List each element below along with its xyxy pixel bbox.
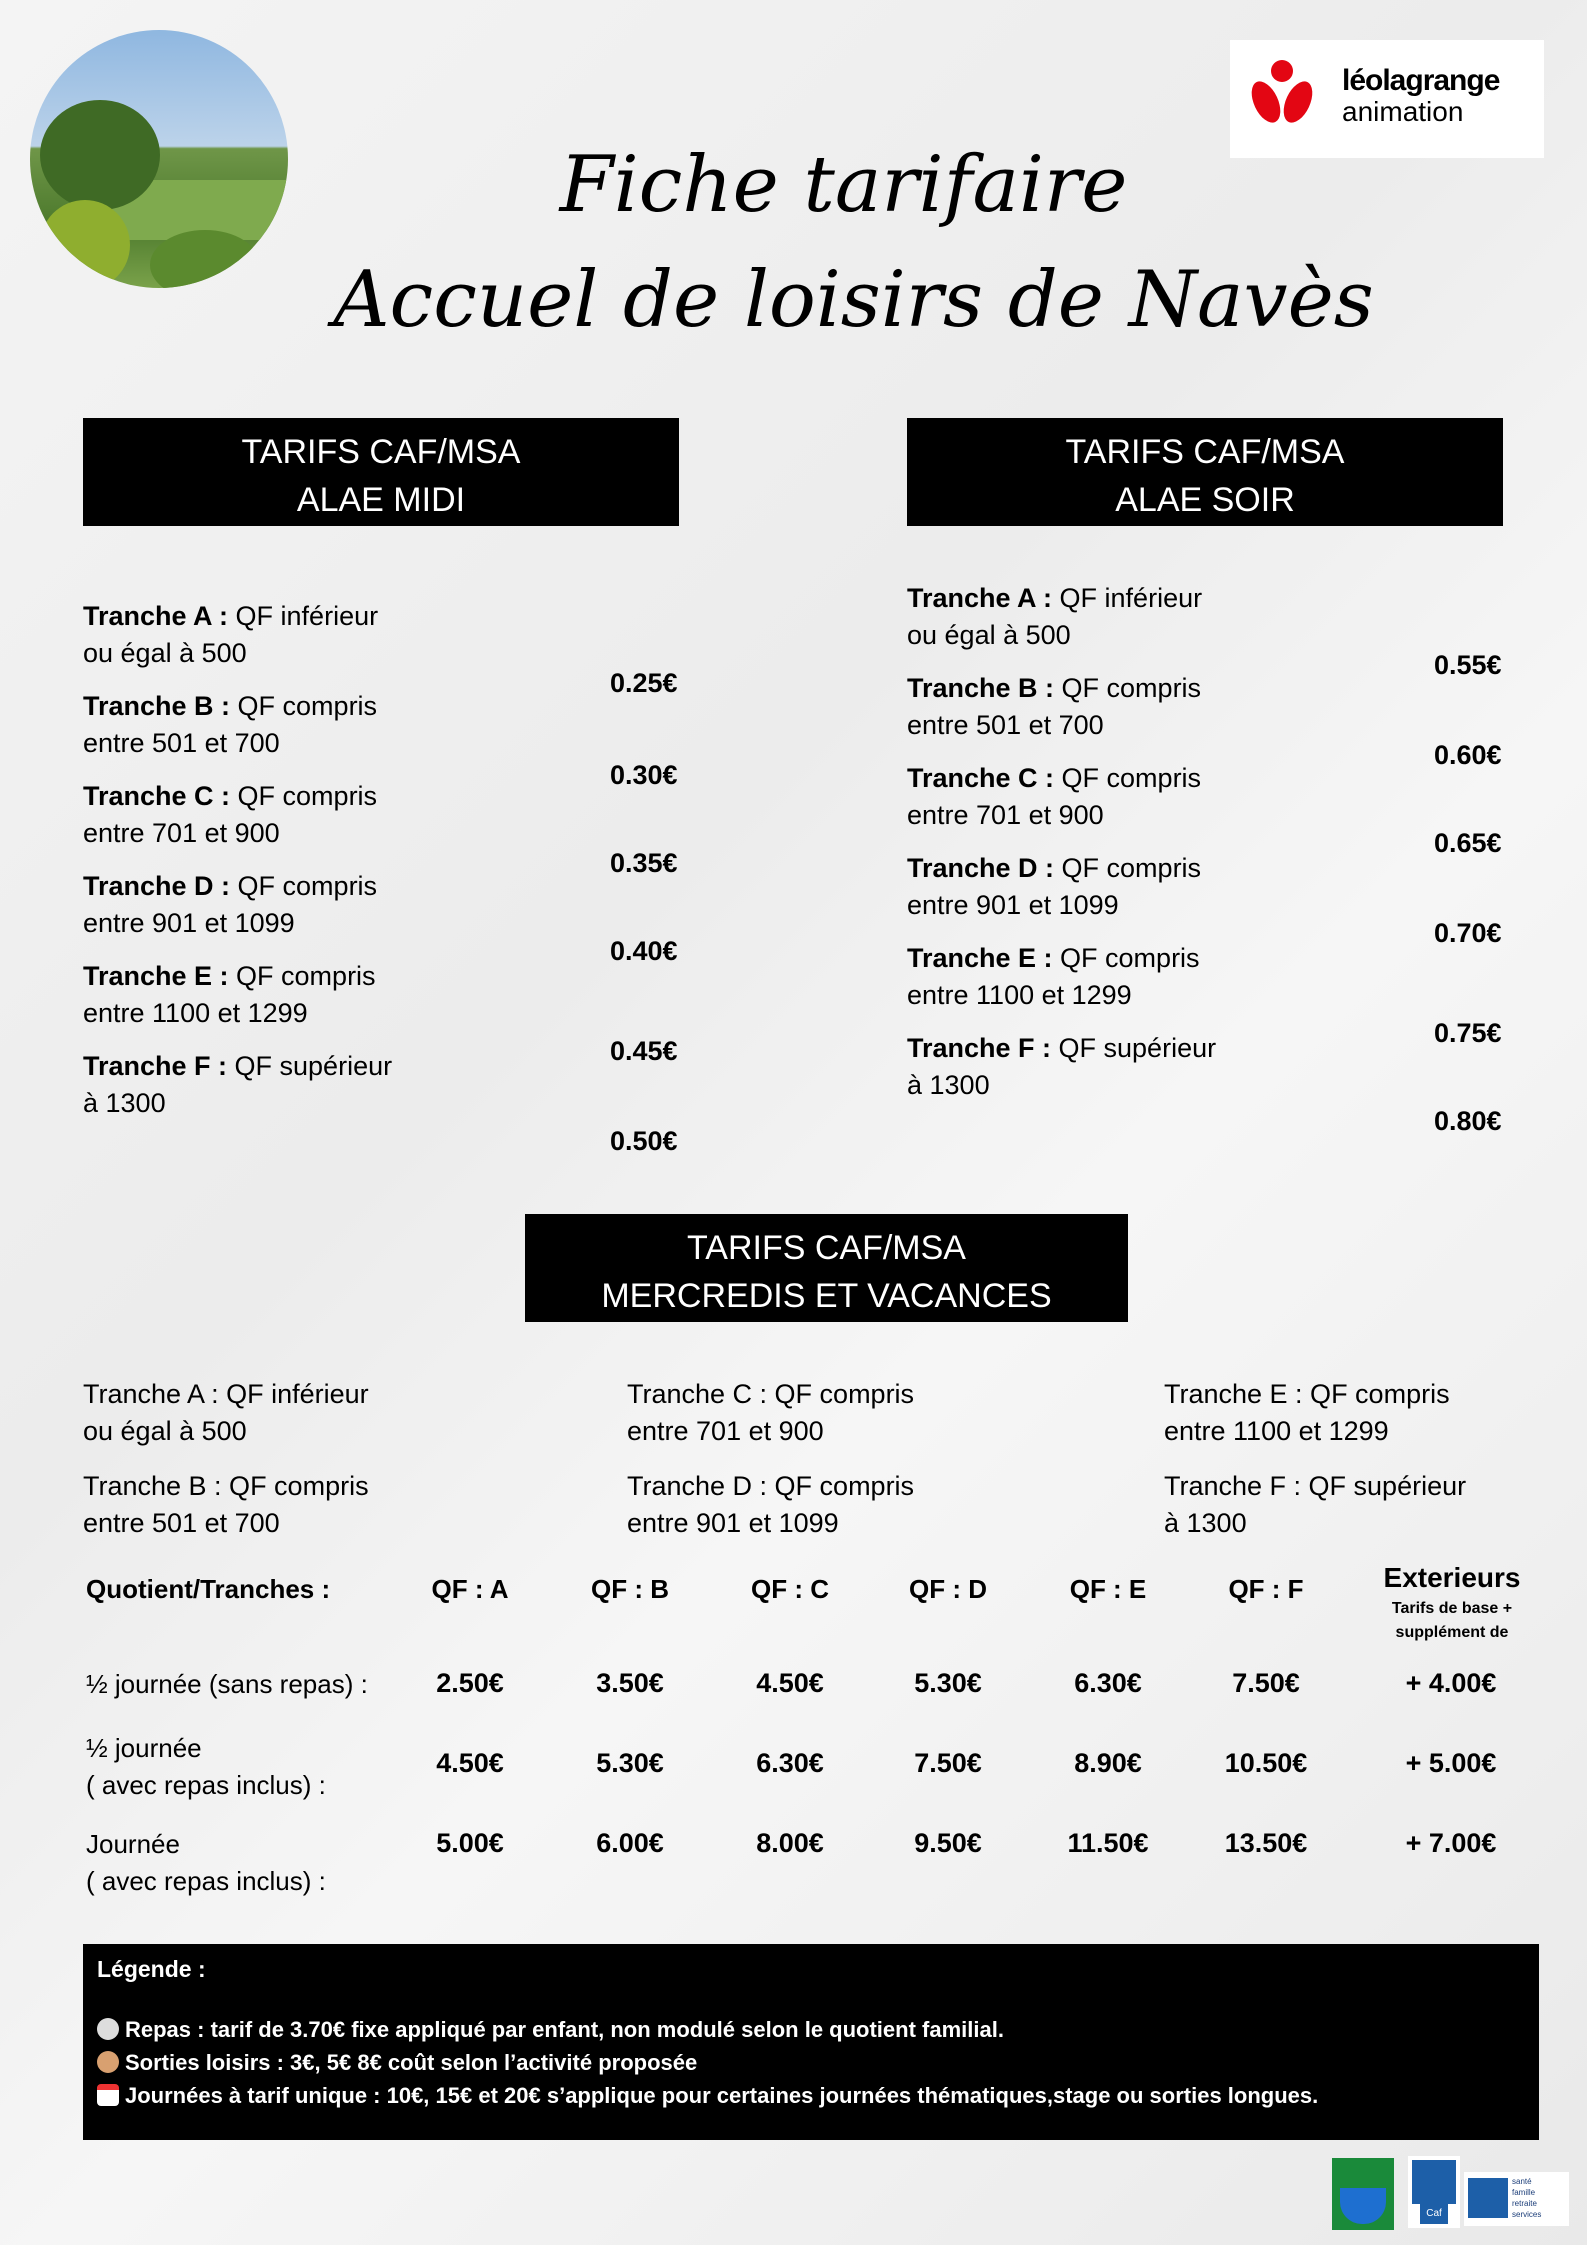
table-row-label-1: ½ journée (86, 1733, 202, 1763)
tranche-range: à 1300 (907, 1070, 990, 1100)
tranche-range: entre 501 et 700 (83, 728, 280, 758)
mercredi-tranche-1 (83, 1468, 369, 1542)
soir-tranche-3 (907, 850, 1201, 924)
table-cell-1-1: 5.30€ (596, 1748, 664, 1778)
soir-tranche-4 (907, 940, 1200, 1014)
mercredis-header-line2: MERCREDIS ET VACANCES (601, 1277, 1052, 1315)
mercredis-header (525, 1214, 1128, 1322)
tranche-label: Tranche D : (83, 871, 231, 901)
soir-tranche-0 (907, 580, 1202, 654)
table-cell-2-5: 13.50€ (1224, 1828, 1308, 1858)
midi-tranche-5 (83, 1048, 392, 1122)
tranche-range: entre 1100 et 1299 (907, 980, 1132, 1010)
tranche-line1: Tranche C : QF compris (627, 1379, 915, 1409)
soir-price-3: 0.70€ (1434, 918, 1502, 948)
tranche-condition: QF inférieur (228, 601, 379, 631)
table-cell-0-5: 7.50€ (1232, 1668, 1300, 1698)
alae-soir-header-line2: ALAE SOIR (1115, 481, 1295, 519)
tranche-range: entre 501 et 700 (907, 710, 1104, 740)
table-cell-2-3: 9.50€ (914, 1828, 982, 1858)
soir-price-4: 0.75€ (1434, 1018, 1502, 1048)
tranche-condition: QF compris (1054, 853, 1202, 883)
soir-tranche-5 (907, 1030, 1216, 1104)
palette-icon (97, 2051, 119, 2073)
caf-label: Caf (1420, 2204, 1448, 2224)
msa-logo (1464, 2172, 1569, 2226)
table-cell-0-3: 5.30€ (914, 1668, 982, 1698)
commune-crest-logo (1332, 2158, 1394, 2230)
table-row-sublabel-1: ( avec repas inclus) : (86, 1770, 326, 1800)
tranche-condition: QF compris (228, 961, 376, 991)
table-header-0: QF : A (431, 1574, 509, 1604)
tranche-line2: entre 1100 et 1299 (1164, 1416, 1389, 1446)
tranche-condition: QF inférieur (1052, 583, 1203, 613)
soir-tranche-1 (907, 670, 1201, 744)
tranche-line2: ou égal à 500 (83, 1416, 247, 1446)
tranche-line1: Tranche F : QF supérieur (1164, 1471, 1467, 1501)
tranche-label: Tranche B : (83, 691, 231, 721)
table-cell-0-4: 6.30€ (1074, 1668, 1142, 1698)
exterieurs-sub-1: Tarifs de base + (1391, 1600, 1513, 1617)
msa-label-1: santé (1512, 2177, 1532, 2186)
tranche-label: Tranche B : (907, 673, 1055, 703)
tranche-line1: Tranche D : QF compris (627, 1471, 915, 1501)
table-cell-1-5: 10.50€ (1224, 1748, 1308, 1778)
soir-tranche-2 (907, 760, 1201, 834)
mercredi-tranche-4 (1164, 1376, 1450, 1450)
table-header-4: QF : E (1069, 1574, 1147, 1604)
soir-price-1: 0.60€ (1434, 740, 1502, 770)
tranche-range: entre 901 et 1099 (83, 908, 295, 938)
table-cell-1-2: 6.30€ (756, 1748, 824, 1778)
alae-soir-header (907, 418, 1503, 526)
alae-midi-header-line2: ALAE MIDI (296, 481, 466, 519)
midi-tranche-2 (83, 778, 377, 852)
tranche-condition: QF compris (1052, 943, 1200, 973)
table-header-5: QF : F (1228, 1574, 1304, 1604)
tranche-label: Tranche F : (907, 1033, 1052, 1063)
tranche-line1: Tranche B : QF compris (83, 1471, 369, 1501)
table-cell-2-2: 8.00€ (756, 1828, 824, 1858)
tranche-condition: QF compris (1054, 673, 1202, 703)
midi-tranche-1 (83, 688, 377, 762)
tranche-label: Tranche E : (83, 961, 229, 991)
soir-price-2: 0.65€ (1434, 828, 1502, 858)
table-cell-2-1: 6.00€ (596, 1828, 664, 1858)
alae-midi-header (83, 418, 679, 526)
tranche-range: entre 1100 et 1299 (83, 998, 308, 1028)
legend-text-journees: Journées à tarif unique : 10€, 15€ et 20€ s’applique pour certaines journées thématiques,stage ou sorties longues. (125, 2083, 1319, 2108)
mercredi-tranche-5 (1164, 1468, 1466, 1542)
tranche-condition: QF compris (230, 871, 378, 901)
midi-price-0: 0.25€ (610, 668, 678, 698)
tranche-range: entre 701 et 900 (907, 800, 1104, 830)
tranche-label: Tranche A : (83, 601, 229, 631)
alae-soir-header-line1: TARIFS CAF/MSA (1065, 433, 1345, 471)
logo-name: léolagrange (1342, 64, 1500, 97)
legend-text-repas: Repas : tarif de 3.70€ fixe appliqué par enfant, non modulé selon le quotient familial. (125, 2017, 1004, 2042)
tranche-range: entre 701 et 900 (83, 818, 280, 848)
tranche-range: à 1300 (83, 1088, 166, 1118)
tranche-label: Tranche A : (907, 583, 1053, 613)
logo-sub: animation (1342, 96, 1464, 127)
tranche-condition: QF supérieur (1051, 1033, 1217, 1063)
midi-price-2: 0.35€ (610, 848, 678, 878)
table-corner: Quotient/Tranches : (86, 1574, 331, 1604)
caf-logo (1408, 2156, 1460, 2228)
legend-item-sorties (97, 2046, 1525, 2079)
tranche-range: ou égal à 500 (907, 620, 1071, 650)
tranche-line2: à 1300 (1164, 1508, 1247, 1538)
legend-text-sorties: Sorties loisirs : 3€, 5€ 8€ coût selon l’activité proposée (125, 2050, 698, 2075)
tranche-line2: entre 901 et 1099 (627, 1508, 839, 1538)
table-ext-0: + 4.00€ (1405, 1668, 1497, 1698)
msa-label-3: retraite (1512, 2199, 1537, 2208)
msa-label-4: services (1512, 2210, 1542, 2219)
legend-item-journees (97, 2079, 1525, 2112)
table-row-sublabel-2: ( avec repas inclus) : (86, 1866, 326, 1896)
table-cell-0-0: 2.50€ (436, 1668, 504, 1698)
exterieurs-sub-2: supplément de (1395, 1624, 1509, 1641)
table-ext-2: + 7.00€ (1405, 1828, 1497, 1858)
tranche-condition: QF compris (1054, 763, 1202, 793)
table-cell-1-4: 8.90€ (1074, 1748, 1142, 1778)
table-header-2: QF : C (751, 1574, 829, 1604)
legend-title: Légende : (97, 1956, 206, 1982)
legend-item-repas (97, 2013, 1525, 2046)
mercredi-tranche-3 (627, 1468, 914, 1542)
midi-price-1: 0.30€ (610, 760, 678, 790)
tranche-label: Tranche C : (907, 763, 1055, 793)
tranche-line1: Tranche A : QF inférieur (83, 1379, 369, 1409)
soir-price-0: 0.55€ (1434, 650, 1502, 680)
table-cell-0-2: 4.50€ (756, 1668, 824, 1698)
tranche-range: entre 901 et 1099 (907, 890, 1119, 920)
mercredi-tranche-0 (83, 1376, 369, 1450)
table-cell-2-0: 5.00€ (436, 1828, 504, 1858)
tranche-line2: entre 501 et 700 (83, 1508, 280, 1538)
tranche-label: Tranche F : (83, 1051, 228, 1081)
tranche-label: Tranche D : (907, 853, 1055, 883)
alae-midi-header-line1: TARIFS CAF/MSA (241, 433, 521, 471)
soir-price-5: 0.80€ (1434, 1106, 1502, 1136)
midi-price-3: 0.40€ (610, 936, 678, 966)
tranche-label: Tranche E : (907, 943, 1053, 973)
calendar-icon (97, 2084, 119, 2106)
mercredis-header-line1: TARIFS CAF/MSA (687, 1229, 966, 1267)
tranche-condition: QF compris (230, 781, 378, 811)
mercredi-tranche-2 (627, 1376, 914, 1450)
tranche-label: Tranche C : (83, 781, 231, 811)
tranche-condition: QF supérieur (227, 1051, 393, 1081)
table-cell-1-0: 4.50€ (436, 1748, 504, 1778)
tranche-range: ou égal à 500 (83, 638, 247, 668)
midi-price-5: 0.50€ (610, 1126, 678, 1156)
table-cell-2-4: 11.50€ (1067, 1828, 1149, 1858)
tranche-line1: Tranche E : QF compris (1164, 1379, 1450, 1409)
table-row-label-2: Journée (86, 1829, 180, 1859)
tranche-line2: entre 701 et 900 (627, 1416, 824, 1446)
midi-tranche-4 (83, 958, 376, 1032)
midi-tranche-3 (83, 868, 377, 942)
msa-label-2: famille (1512, 2188, 1536, 2197)
tranche-condition: QF compris (230, 691, 378, 721)
table-header-3: QF : D (909, 1574, 987, 1604)
table-cell-0-1: 3.50€ (596, 1668, 664, 1698)
title-line-1: Fiche tarifaire (559, 140, 1128, 230)
legend-box (83, 1944, 1539, 2140)
table-header-1: QF : B (591, 1574, 669, 1604)
table-ext-1: + 5.00€ (1405, 1748, 1497, 1778)
exterieurs-header: Exterieurs (1383, 1562, 1521, 1593)
table-row-label-0: ½ journée (sans repas) : (86, 1669, 368, 1699)
title-line-2: Accuel de loisirs de Navès (333, 255, 1374, 345)
midi-price-4: 0.45€ (610, 1036, 678, 1066)
table-cell-1-3: 7.50€ (914, 1748, 982, 1778)
midi-tranche-0 (83, 598, 378, 672)
plate-icon (97, 2018, 119, 2040)
